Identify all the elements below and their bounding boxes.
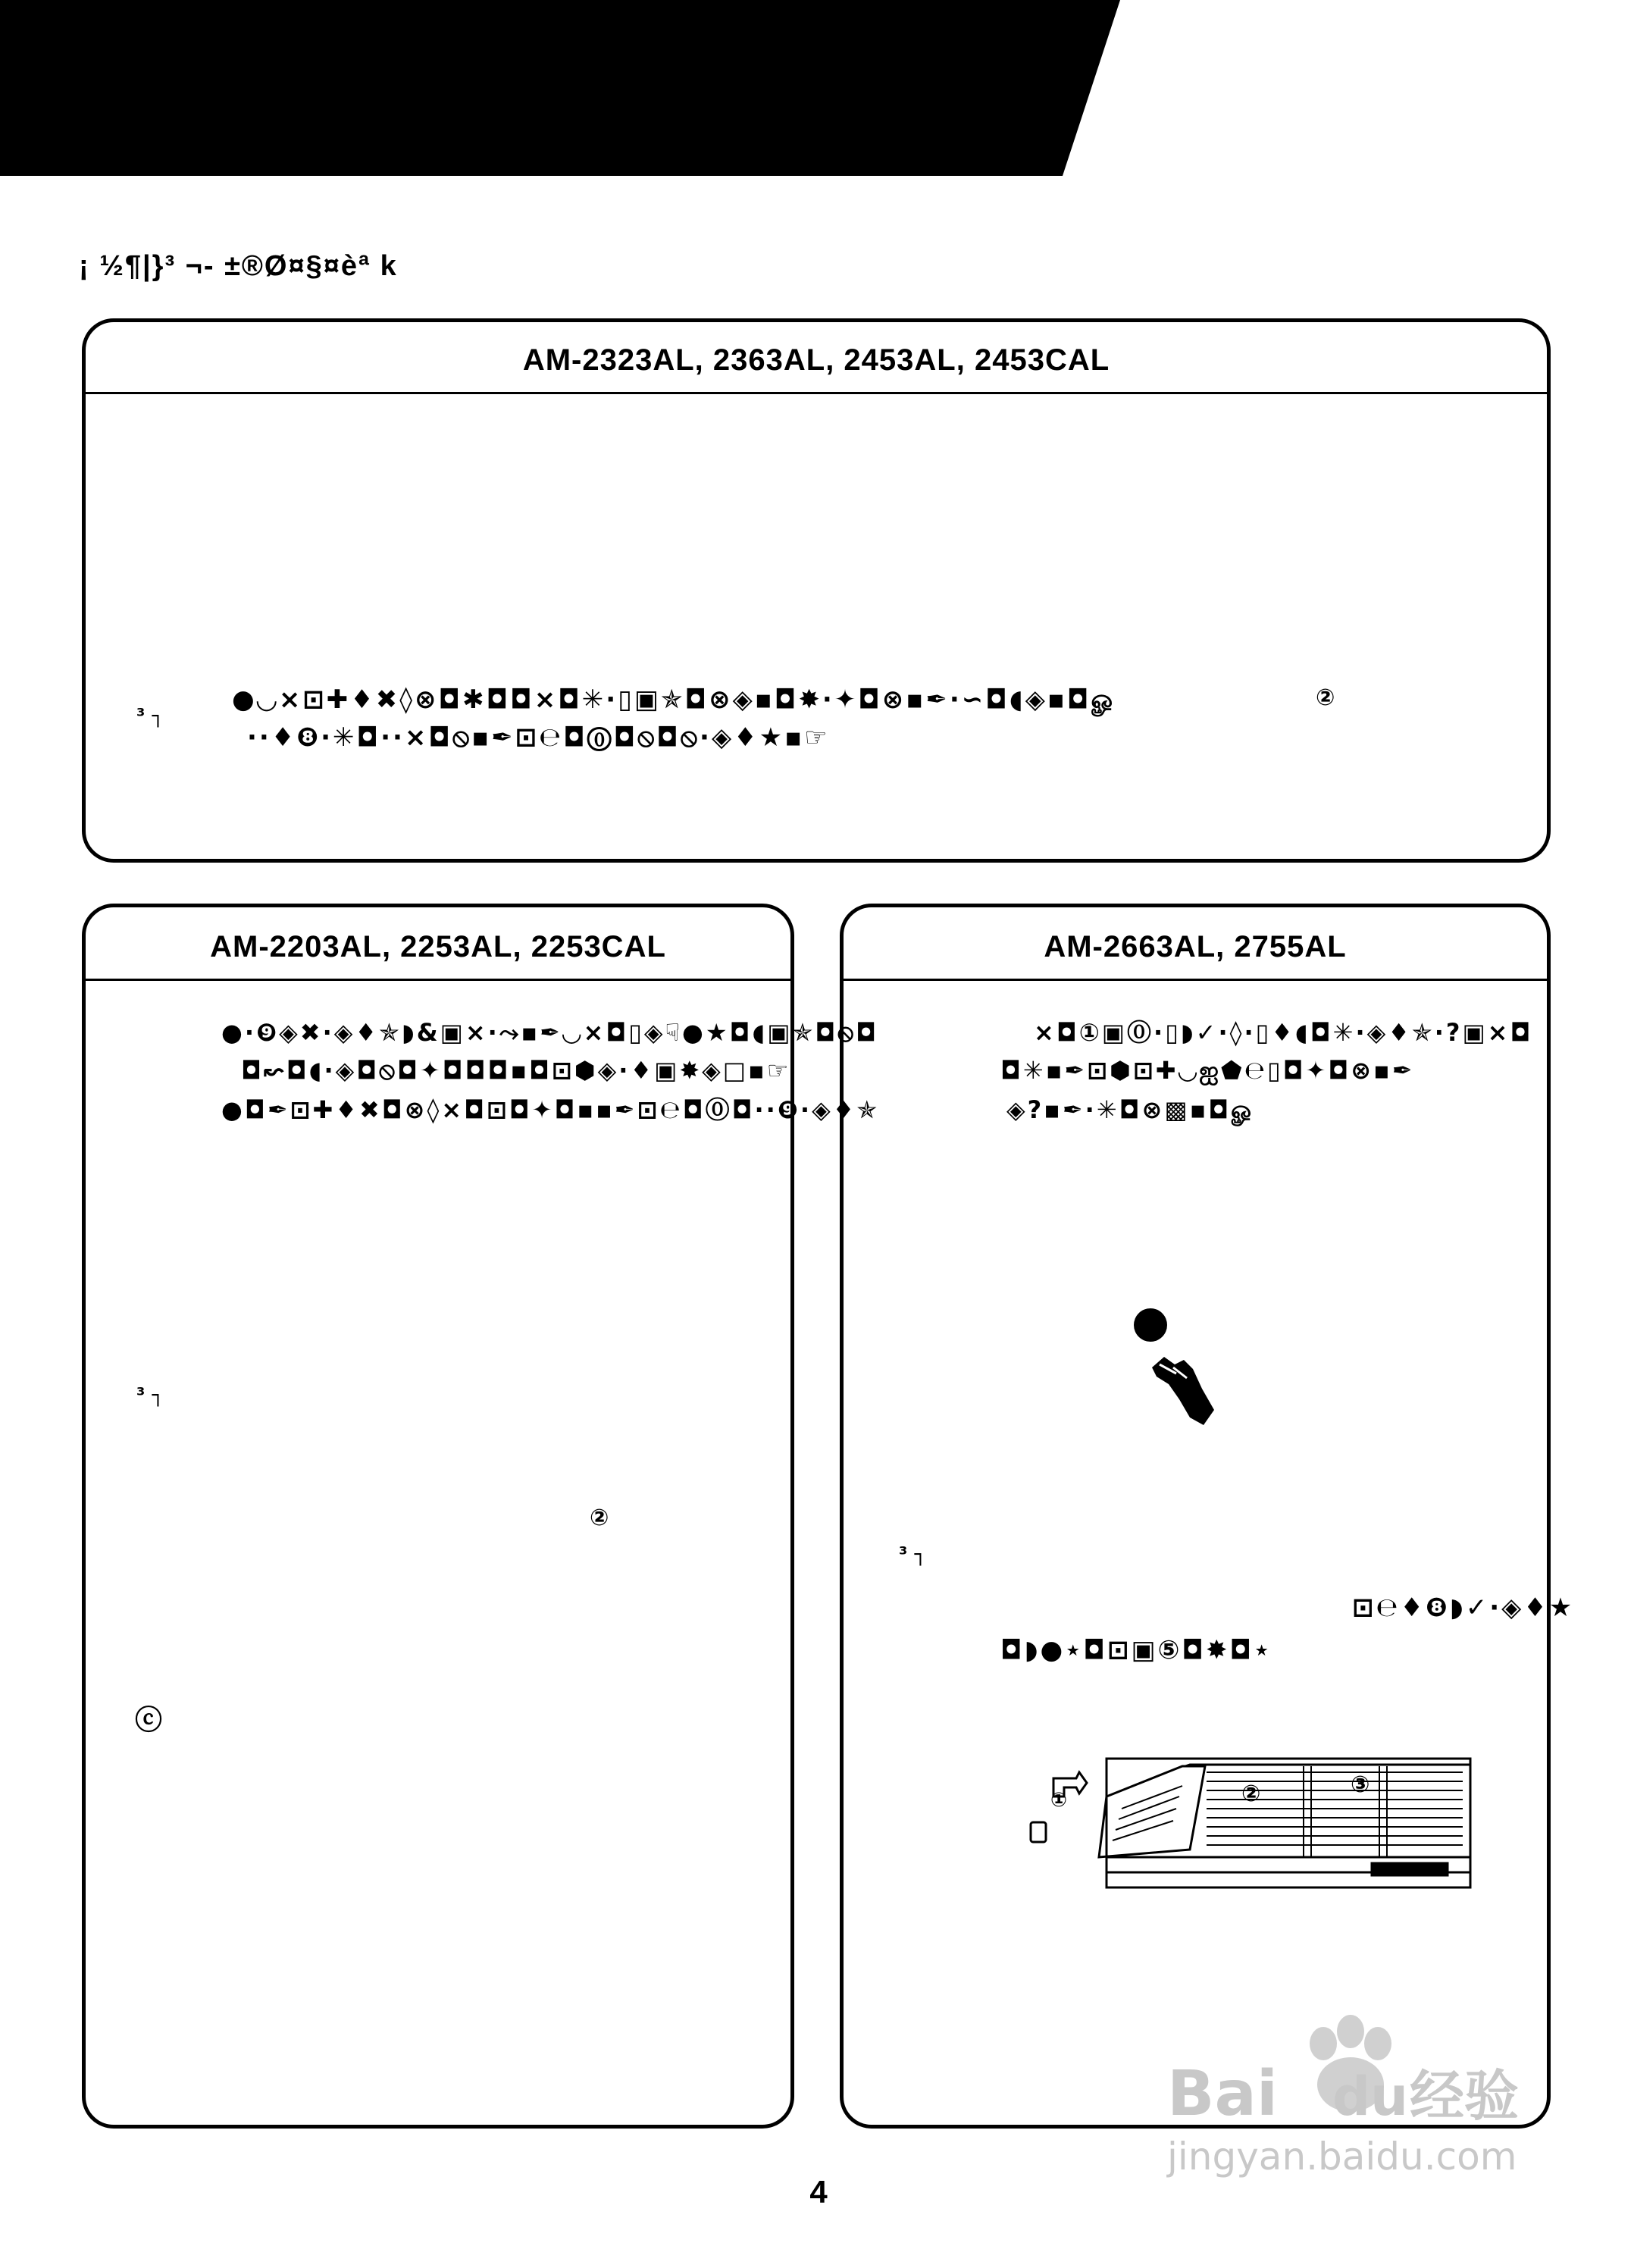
- ac-callout-3: ③: [1351, 1771, 1373, 1798]
- top-model-box: [82, 318, 1551, 863]
- watermark-cn: 经验: [1410, 2064, 1520, 2128]
- top-box-text-line-1: ●◡×⊡✚♦✖◊⊗◘✱◘◘×◘✳·▯▣✯◘⊗◈▪◘✸·✦◘⊗▪✒·∽◘◖◈▪◘ௐ: [232, 684, 1119, 715]
- page-number: 4: [809, 2174, 828, 2210]
- right-box-title-rule: [844, 979, 1547, 981]
- left-box-marker: ³ ┐: [136, 1384, 164, 1407]
- right-box-text-line-4: ⊡℮♦❽◗✓·◈♦★: [1352, 1593, 1575, 1623]
- top-box-text-line-1-tail: ②: [1316, 684, 1338, 711]
- left-box-title: AM-2203AL, 2253AL, 2253CAL: [210, 930, 666, 963]
- right-box-text-line-3: ◈?▪✒·✳◘⊗▩▪◘ௐ: [1006, 1095, 1258, 1124]
- baidu-jingyan-watermark: [1152, 2001, 1546, 2191]
- left-box-note-symbol: ②: [590, 1505, 612, 1531]
- top-box-text-line-2: ··♦❽·✳◘··×◘⦸▪✒⊡℮◘⓪◘⦸◘⦸·◈♦★▪☞: [247, 722, 830, 753]
- section-heading: ¡ ½¶|}³ ¬- ±®Ø¤§¤èª k: [79, 250, 398, 282]
- hand-press-illustration: [1129, 1304, 1228, 1433]
- right-box-text-line-5: ◘◗●⋆◘⊡▣⑤◘✸◘⋆: [1000, 1635, 1272, 1665]
- right-model-box: [840, 904, 1551, 2129]
- watermark-brand: Bai: [1167, 2058, 1278, 2130]
- right-box-title: AM-2663AL, 2755AL: [1044, 930, 1347, 963]
- left-model-box: [82, 904, 794, 2129]
- top-box-title-rule: [86, 392, 1547, 394]
- right-box-text-line-2: ◘✳▪✒⊡⬢⊡✚◡ஐ⬟℮▯◘✦◘⊗▪✒: [1000, 1056, 1415, 1085]
- right-box-text-line-1: ×◘①▣⓪·▯◗✓·◊·▯♦◖◘✳·◈♦✯·?▣×◘: [1034, 1018, 1533, 1047]
- left-box-text-line-3: ●◘✒⊡✚♦✖◘⊗◊×◘⊡◘✦◘▪▪✒⊡℮◘⓪◘··❾·◈♦✯: [221, 1095, 880, 1124]
- left-box-text-line-1: ●·❾◈✖·◈♦✯◗&▣×·⤳▪✒◡×◘▯◈☟●★◘◖▣✯◘⦸◘: [221, 1018, 878, 1047]
- watermark-url: jingyan.baidu.com: [1167, 2135, 1517, 2179]
- top-box-title: AM-2323AL, 2363AL, 2453AL, 2453CAL: [522, 343, 1110, 377]
- header-banner: [0, 0, 1634, 182]
- left-box-text-line-2: ◘↜◘◖·◈◘⦸◘✦◘◘◘▪◘⊡⬢◈·♦▣✸◈□▪☞: [241, 1056, 791, 1085]
- left-box-mark-c: ⓒ: [135, 1705, 166, 1736]
- right-box-marker: ³ ┐: [899, 1543, 927, 1566]
- ac-callout-2: ②: [1241, 1781, 1264, 1807]
- air-conditioner-illustration: [1000, 1736, 1485, 1910]
- ac-callout-1: ①: [1050, 1789, 1071, 1812]
- left-box-title-rule: [86, 979, 790, 981]
- top-box-marker: ³ ┐: [136, 705, 164, 728]
- watermark-brand-tail: du: [1332, 2066, 1408, 2128]
